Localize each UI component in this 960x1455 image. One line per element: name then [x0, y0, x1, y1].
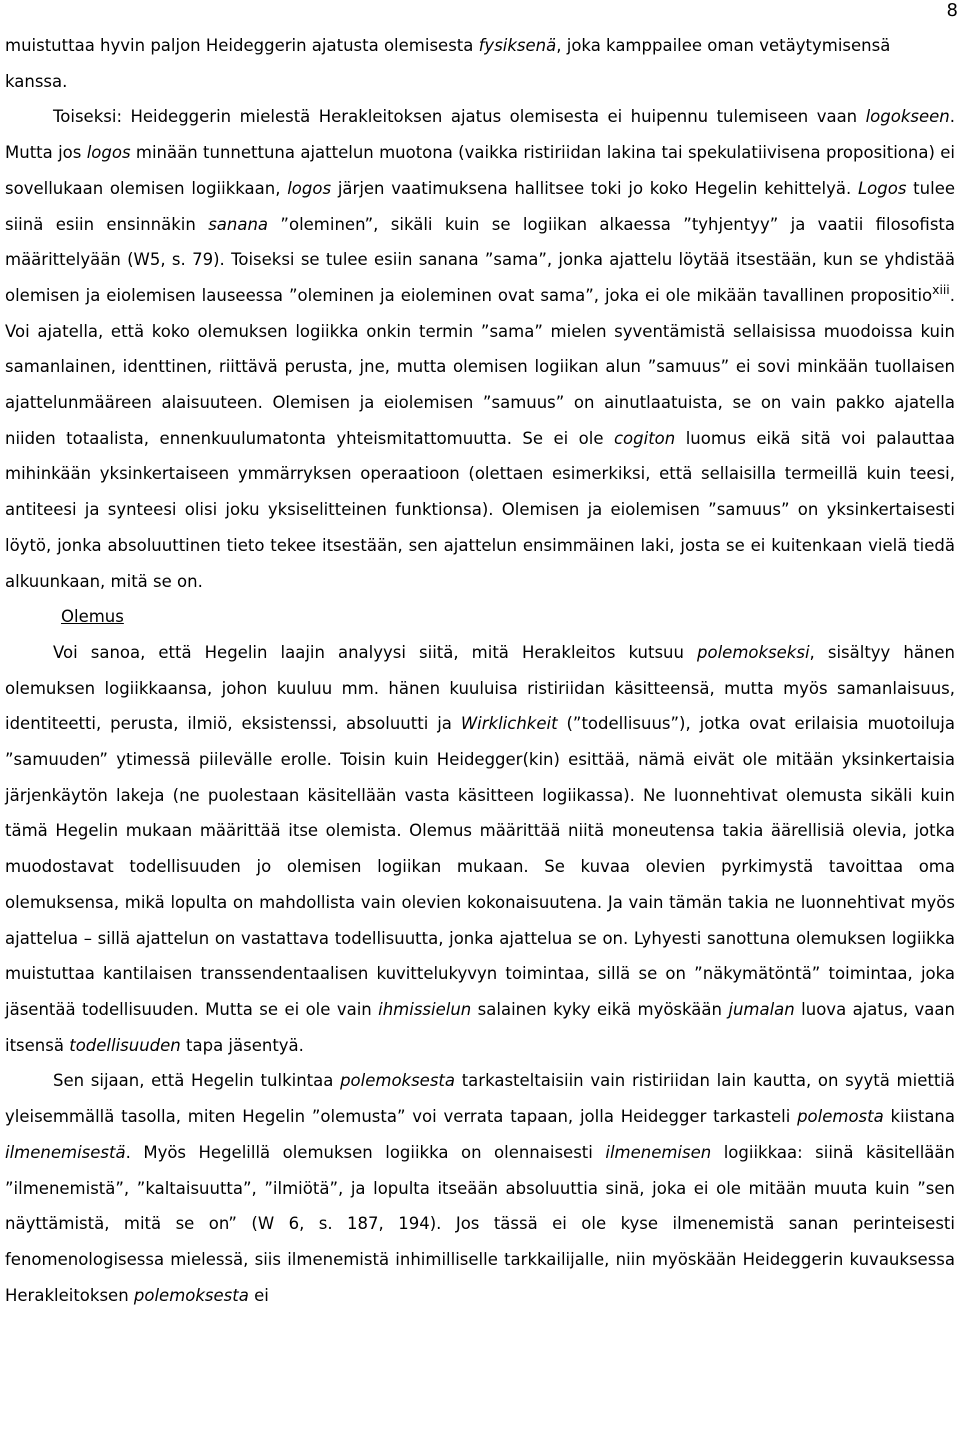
text-run: ei — [248, 1285, 269, 1305]
italic-term: Logos — [857, 178, 907, 198]
text-run: luova ajatus, vaan itsensä — [5, 999, 955, 1055]
italic-term: logos — [86, 143, 131, 163]
text-run: Voi sanoa, että Hegelin laajin analyysi siitä, mitä Herakleitos kutsuu — [53, 642, 698, 662]
text-run: Toiseksi: Heideggerin mielestä Herakleitoksen ajatus olemisesta ei huipennu tulemiseen vaan — [53, 107, 866, 127]
page-number: 8 — [946, 0, 958, 21]
text-run: tulee siinä esiin ensinnäkin — [5, 178, 955, 234]
text-run: tarkasteltaisiin vain ristiriidan lain kautta, on syytä miettiä yleisemmällä tasolla, miten Hegelin ”olemusta” voi verrata tapaan, jolla Heidegger tarkasteli — [5, 1071, 955, 1127]
text-run: järjen vaatimuksena hallitsee toki jo koko Hegelin kehittelyä. — [331, 178, 858, 198]
text-run: tapa jäsentyä. — [180, 1035, 304, 1055]
text-run: , sisältyy hänen olemuksen logiikkaansa, johon kuuluu mm. hänen kuuluisa ristiriidan käsitteensä, mutta myös samanlaisuus, identiteetti, perusta, ilmiö, eksistenssi, absoluutti ja — [5, 642, 955, 734]
text-run: salainen kyky eikä myöskään — [471, 999, 729, 1019]
italic-term: sanana — [208, 214, 269, 234]
text-run: minään tunnettuna ajattelun muotona (vaikka ristiriidan lakina tai spekulatiivisena propositiona) ei sovellukaan olemisen logiikkaan, — [5, 143, 955, 198]
italic-term: ihmissielun — [378, 999, 472, 1019]
section-heading — [5, 599, 955, 635]
text-run: (”todellisuus”), jotka ovat erilaisia muotoiluja ”samuuden” ytimessä piilevälle erolle. Toisin kuin Heidegger(kin) esittää, nämä eivät ole mitään yksinkertaisia järjenkäytön lakeja (ne puolestaan käsitellään vasta käsitteen logiikassa). Ne luonnehtivat olemusta sikäli kuin tämä Hegelin mukaan määrittää itse olemista. Olemus määrittää niitä moneutensa takia äärellisiä olevia, jotka muodostavat todellisuuden jo olemisen logiikan mukaan. Se kuvaa olevien pyrkimystä tavoittaa oma olemuksensa, mikä lopulta on mahdollista vain olevien kokonaisuutena. Ja vain tämän takia ne luonnehtivat myös ajattelua – sillä ajattelun on vastattava todellisuutta, jonka ajattelua se on. Lyhyesti sanottuna olemuksen logiikka muistuttaa kantilaisen transsendentaalisen kuvittelukyvyn toimintaa, sillä se on ”näkymätöntä” toimintaa, joka jäsentää todellisuuden. Mutta se ei ole vain — [5, 714, 955, 1019]
italic-term: polemokseksi — [697, 642, 810, 662]
italic-term: logos — [287, 178, 332, 198]
text-run: ”oleminen”, sikäli kuin se logiikan alkaessa ”tyhjentyy” ja vaatii filosofista määrittelyään (W5, s. 79). Toiseksi se tulee esiin sanana ”sama”, jonka ajattelu löytää itsestään, kun se yhdistää olemisen ja eiolemisen lauseessa ”oleminen ja eioleminen ovat sama”, joka ei ole mikään tavallinen propositio — [5, 214, 955, 305]
italic-term: ilmenemisestä — [5, 1142, 126, 1162]
paragraph — [5, 28, 955, 99]
italic-term: Wirklichkeit — [460, 714, 558, 734]
section-heading-text: Olemus — [61, 607, 124, 627]
footnote-marker: xiii — [932, 283, 950, 298]
text-run: logiikkaa: siinä käsitellään ”ilmenemistä”, ”kaltaisuutta”, ”ilmiötä”, ja lopulta itseään absoluuttia sinä, joka ei ole mitään muuta kuin ”sen näyttämistä, mitä se on” (W 6, s. 187, 194). Jos tässä ei ole kyse ilmenemistä sanan perinteisesti fenomenologisessa mielessä, siis ilmenemistä inhimilliselle tarkkailijalle, niin myöskään Heideggerin kuvauksessa Herakleitoksen — [5, 1142, 955, 1305]
italic-term: todellisuuden — [69, 1035, 181, 1055]
italic-term: polemoksesta — [133, 1285, 249, 1305]
paragraph — [5, 1063, 955, 1313]
text-run: , joka kamppailee oman vetäytymisensä kanssa. — [5, 36, 891, 91]
italic-term: cogiton — [613, 428, 676, 448]
italic-term: fysiksenä — [478, 36, 557, 55]
text-run: luomus eikä sitä voi palauttaa mihinkään yksinkertaiseen ymmärryksen operaatioon (olettaen esimerkiksi, että sellaisilla termeillä kuin teesi, antiteesi ja synteesi olisi joku yksiselitteinen funktionsa). Olemisen ja eiolemisen ”samuus” on yksinkertaisesti löytö, jonka absoluuttinen tieto tekee itsestään, sen ajattelun ensimmäinen laki, josta se ei kuitenkaan vielä tiedä alkuunkaan, mitä se on. — [5, 428, 955, 591]
paragraph — [5, 99, 955, 599]
text-run: Sen sijaan, että Hegelin tulkintaa — [53, 1071, 341, 1091]
italic-term: polemosta — [797, 1107, 884, 1127]
document-body — [5, 28, 955, 1313]
text-run: muistuttaa hyvin paljon Heideggerin ajatusta olemisesta — [5, 36, 479, 55]
italic-term: ilmenemisen — [605, 1142, 712, 1162]
text-run: . Voi ajatella, että koko olemuksen logiikka onkin termin ”sama” mielen syventämistä sellaisissa muodoissa kuin samanlainen, identtinen, riittävä perusta, jne, mutta olemisen logiikan alun ”samuus” ei sovi minkään tuollaisen ajattelunmääreen alaisuuteen. Olemisen ja eiolemisen ”samuus” on ainutlaatuista, se on vain pakko ajatella niiden totaalista, ennenkuulumatonta yhteismitattomuutta. Se ei ole — [5, 285, 955, 448]
italic-term: jumalan — [728, 999, 795, 1019]
text-run: . Mutta jos — [5, 107, 955, 163]
text-run: kiistana — [883, 1107, 955, 1127]
italic-term: polemoksesta — [340, 1071, 456, 1091]
italic-term: logokseen — [865, 107, 950, 127]
paragraph — [5, 635, 955, 1063]
text-run: . Myös Hegelillä olemuksen logiikka on olennaisesti — [125, 1142, 606, 1162]
